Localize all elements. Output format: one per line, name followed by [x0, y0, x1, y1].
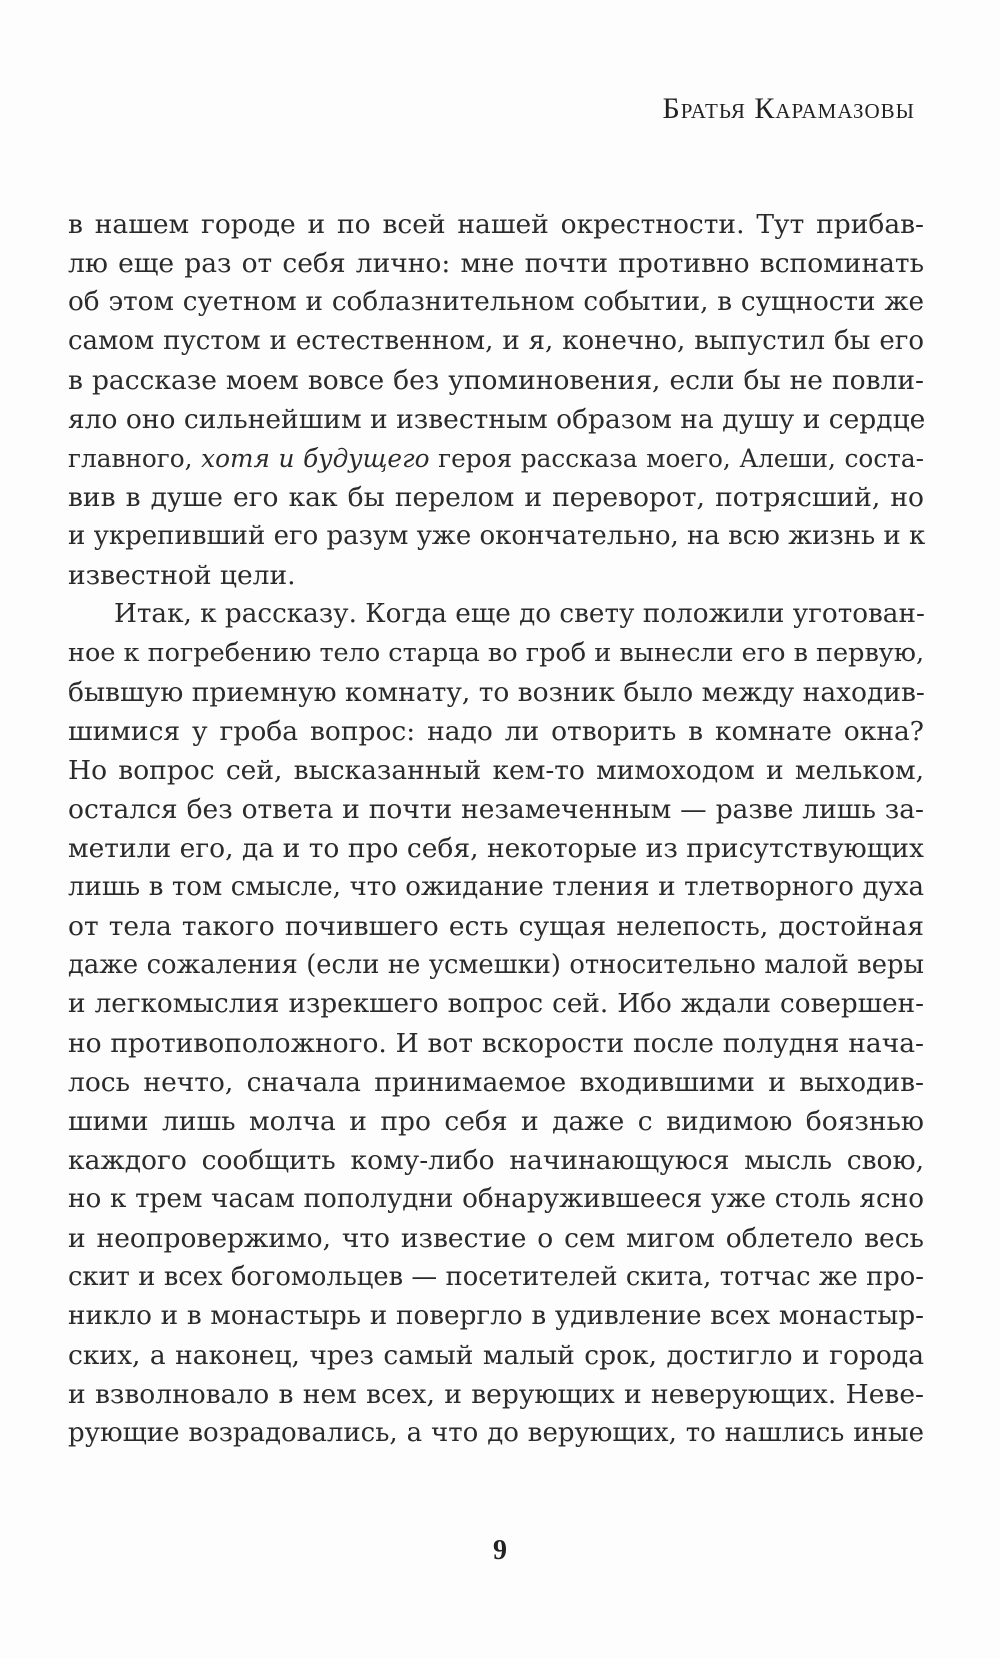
text-line: никло и в монастырь и повергло в удивление всех монастыр- — [68, 1301, 924, 1331]
text-segment: героя рассказа моего, Алеши, соста- — [429, 444, 924, 473]
text-line: ских, а наконец, чрез самый малый срок, достигло и города — [68, 1340, 924, 1371]
text-line: и легкомыслия изрекшего вопрос сей. Ибо ждали совершен- — [68, 989, 924, 1019]
text-line: шими лишь молча и про себя и даже с видимою боязнью — [68, 1106, 924, 1137]
running-title: Братья Карамазовы — [662, 92, 915, 125]
text-line: от тела такого почившего есть сущая нелепость, достойная — [68, 911, 924, 942]
text-line — [68, 439, 924, 478]
text-line: даже сожаления (если не усмешки) относительно малой веры — [68, 950, 924, 980]
italic-emphasis: хотя и будущего — [201, 444, 430, 473]
text-line: и взволновало в нем всех, и верующих и неверующих. Неве- — [68, 1379, 924, 1410]
text-line: и укрепивший его разум уже окончательно, на всю жизнь и к — [68, 521, 926, 551]
text-line: вив в душе его как бы перелом и переворот, потрясший, но — [68, 482, 924, 513]
text-line: и неопровержимо, что известие о сем мигом облетело весь — [68, 1223, 924, 1254]
text-line: яло оно сильнейшим и известным образом на душу и сердце — [68, 404, 926, 435]
text-line: известной цели. — [68, 560, 296, 591]
text-line: метили его, да и то про себя, некоторые из присутствующих — [68, 833, 924, 864]
text-line: лю еще раз от себя лично: мне почти противно вспоминать — [68, 248, 924, 279]
text-line: но противоположного. И вот вскорости после полудня нача- — [68, 1028, 924, 1059]
text-line: лишь в том смысле, что ожидание тления и тлетворного духа — [68, 872, 924, 902]
text-line: Но вопрос сей, высказанный кем-то мимоходом и мельком, — [68, 755, 924, 786]
text-line: скит и всех богомольцев — посетителей скита, тотчас же про- — [68, 1262, 924, 1292]
body-text — [68, 205, 924, 1453]
paragraph — [68, 595, 924, 1453]
text-line: лось нечто, сначала принимаемое входившими и выходив- — [68, 1067, 924, 1098]
text-segment: главного, — [68, 444, 202, 473]
text-line: об этом суетном и соблазнительном событии, в сущности же — [68, 287, 924, 317]
page-number: 9 — [493, 1535, 507, 1566]
paragraph — [68, 205, 924, 595]
text-line: в рассказе моем вовсе без упоминовения, если бы не повли- — [68, 365, 924, 396]
text-line: остался без ответа и почти незамеченным — разве лишь за- — [68, 794, 924, 825]
text-line: рующие возрадовались, а что до верующих, то нашлись иные — [68, 1418, 924, 1448]
text-line: в нашем городе и по всей нашей окрестности. Тут прибав- — [68, 209, 924, 240]
text-line: Итак, к рассказу. Когда еще до свету положили уготован- — [114, 599, 925, 629]
text-line: ное к погребению тело старца во гроб и вынесли его в первую, — [68, 638, 925, 668]
text-line: самом пустом и естественном, и я, конечно, выпустил бы его — [68, 326, 924, 356]
text-line: но к трем часам пополудни обнаружившееся уже столь ясно — [68, 1184, 924, 1214]
text-line: бывшую приемную комнату, то возник было между находив- — [68, 677, 925, 708]
text-line: каждого сообщить кому-либо начинающуюся мысль свою, — [68, 1145, 924, 1176]
text-line: шимися у гроба вопрос: надо ли отворить в комнате окна? — [68, 716, 924, 747]
